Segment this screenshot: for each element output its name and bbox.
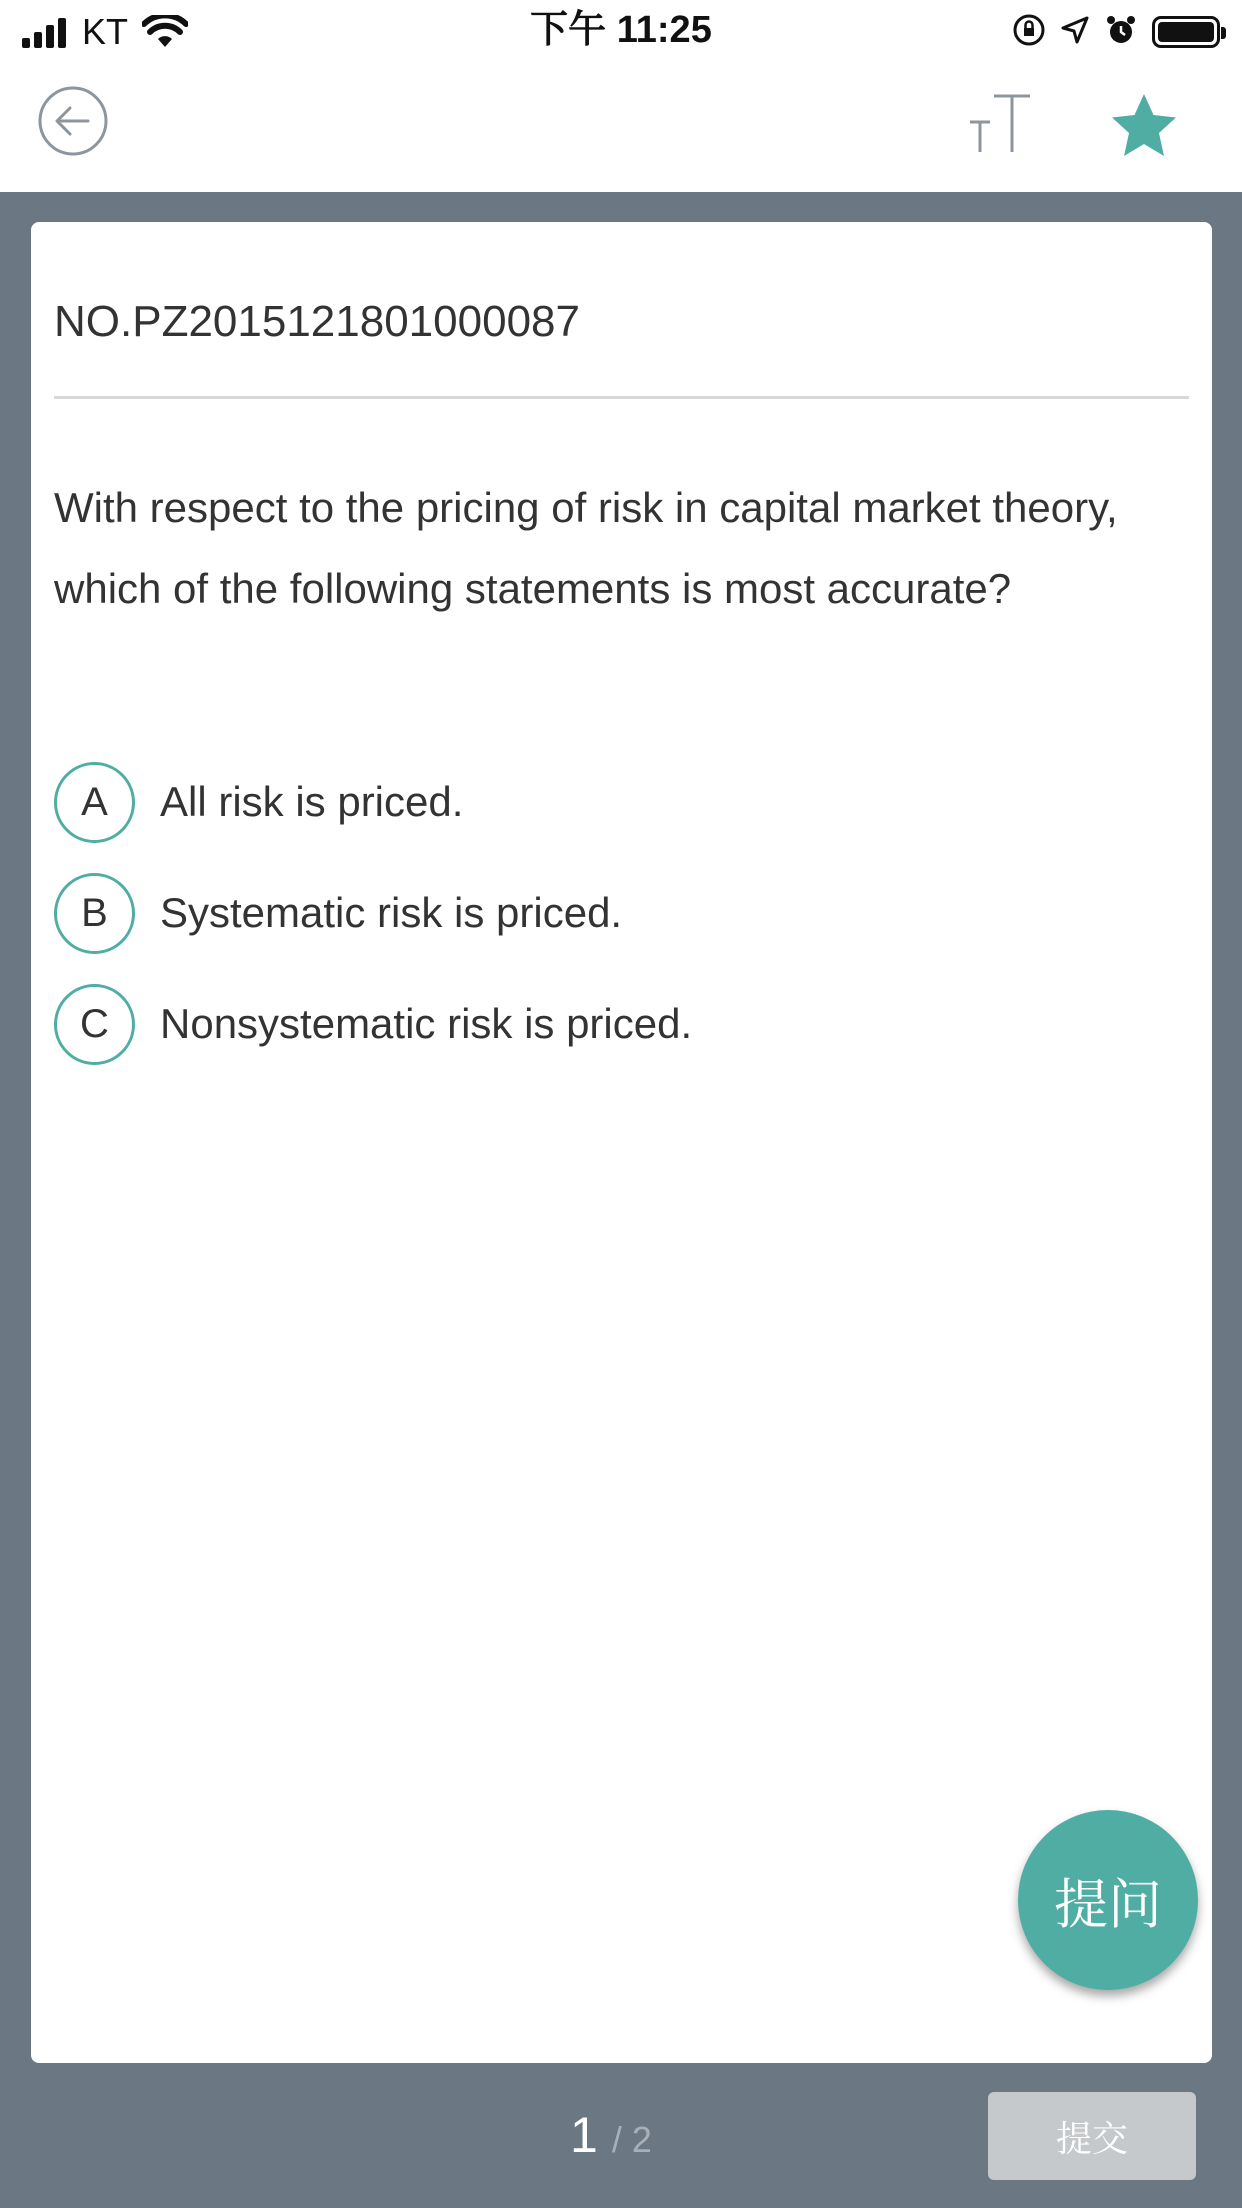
option-text[interactable]: All risk is priced.: [160, 778, 464, 825]
option-letter[interactable]: B: [54, 873, 135, 954]
status-time: 下午 11:25: [530, 9, 712, 51]
battery-icon: [1152, 16, 1220, 48]
option-text[interactable]: Nonsystematic risk is priced.: [160, 1000, 693, 1047]
location-icon: [1060, 15, 1090, 50]
status-right: [998, 12, 1220, 52]
nav-bar: [0, 62, 1242, 192]
option-a[interactable]: [54, 762, 1194, 842]
page-current: 1: [570, 2107, 598, 2163]
status-bar: [0, 0, 1242, 62]
option-letter[interactable]: A: [54, 762, 135, 843]
carrier-name: KT: [82, 11, 129, 52]
page-total: 2: [631, 2119, 652, 2160]
orientation-lock-icon: [1012, 13, 1046, 52]
divider: [54, 396, 1189, 399]
question-number: NO.PZ2015121801000087: [54, 297, 580, 346]
question-text: With respect to the pricing of risk in capital market theory, which of the following statements is most accurate?: [54, 484, 1118, 612]
star-icon[interactable]: [1108, 90, 1180, 162]
font-size-icon[interactable]: [968, 92, 1032, 156]
page-indicator: [570, 2106, 652, 2166]
option-text[interactable]: Systematic risk is priced.: [160, 889, 623, 936]
options-list: [54, 762, 1194, 1095]
option-c[interactable]: [54, 984, 1194, 1064]
ask-question-button[interactable]: 提问: [1018, 1810, 1198, 1990]
submit-button[interactable]: 提交: [988, 2092, 1196, 2180]
alarm-icon: [1104, 13, 1138, 52]
option-b[interactable]: [54, 873, 1194, 953]
option-letter[interactable]: C: [54, 984, 135, 1065]
question-card: [31, 222, 1212, 2063]
page-separator: /: [611, 2119, 622, 2160]
back-arrow-icon[interactable]: [38, 86, 108, 156]
